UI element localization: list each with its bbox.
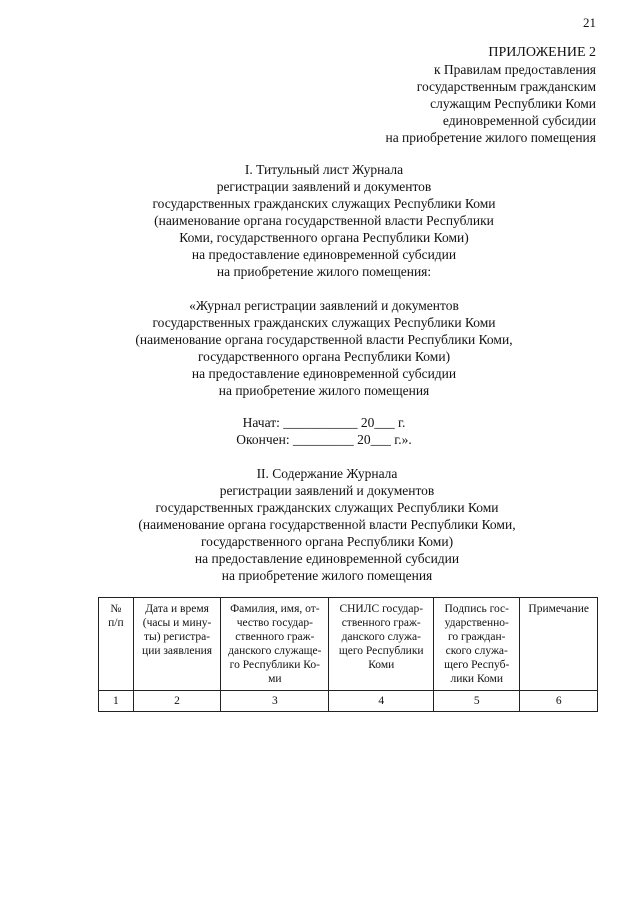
header-line: (часы и мину- bbox=[142, 617, 212, 629]
heading-line: регистрации заявлений и документов bbox=[219, 483, 435, 498]
header-line: данского служа- bbox=[341, 631, 421, 643]
header-snils bbox=[329, 598, 434, 691]
header-line: Подпись гос- bbox=[444, 603, 509, 615]
header-line: СНИЛС государ- bbox=[339, 603, 424, 615]
header-line: ты) регистра- bbox=[143, 631, 211, 643]
header-line: Коми bbox=[368, 659, 395, 671]
header-line: № bbox=[110, 603, 122, 615]
column-number-cell: 6 bbox=[520, 691, 598, 712]
header-line: лики Коми bbox=[450, 673, 504, 685]
quote-line: на предоставление единовременной субсидии bbox=[191, 366, 457, 381]
header-line: го граждан- bbox=[447, 631, 506, 643]
heading-line: на приобретение жилого помещения: bbox=[216, 264, 432, 279]
quote-line: государственного органа Республики Коми) bbox=[197, 349, 451, 364]
table-row bbox=[99, 691, 598, 712]
header-line: Фамилия, имя, от- bbox=[230, 603, 320, 615]
appendix-line: единовременной субсидии bbox=[442, 113, 596, 128]
header-line: щего Респуб- bbox=[444, 659, 510, 671]
header-line: Примечание bbox=[528, 603, 589, 615]
appendix-line: государственным гражданским bbox=[416, 79, 596, 94]
heading-line: на предоставление единовременной субсидии bbox=[191, 247, 457, 262]
header-line: ственного граж- bbox=[341, 617, 421, 629]
header-line: ции заявления bbox=[142, 645, 213, 657]
header-line: чество государ- bbox=[236, 617, 313, 629]
journal-dates bbox=[14, 414, 634, 448]
appendix-line: служащим Республики Коми bbox=[430, 96, 596, 111]
header-line: ственного граж- bbox=[235, 631, 315, 643]
column-number-cell: 5 bbox=[434, 691, 520, 712]
header-note bbox=[520, 598, 598, 691]
column-number-cell: 3 bbox=[221, 691, 329, 712]
heading-line: регистрации заявлений и документов bbox=[216, 179, 432, 194]
header-line: ми bbox=[268, 673, 282, 685]
header-line: данского служаще- bbox=[228, 645, 322, 657]
quote-line: на приобретение жилого помещения bbox=[218, 383, 430, 398]
heading-line: I. Титульный лист Журнала bbox=[244, 162, 404, 177]
heading-line: на предоставление единовременной субсидии bbox=[194, 551, 460, 566]
table-header-row bbox=[99, 598, 598, 691]
header-line: ского служа- bbox=[445, 645, 508, 657]
quote-line: «Журнал регистрации заявлений и документов bbox=[189, 298, 459, 313]
header-datetime bbox=[133, 598, 220, 691]
header-line: Дата и время bbox=[145, 603, 209, 615]
heading-line: II. Содержание Журнала bbox=[256, 466, 398, 481]
journal-title-quote bbox=[8, 297, 640, 399]
appendix-header bbox=[385, 44, 596, 146]
quote-line: (наименование органа государственной власти Республики Коми, bbox=[135, 332, 513, 347]
date-finished: Окончен: _________ 20___ г.». bbox=[236, 432, 412, 447]
header-signature bbox=[434, 598, 520, 691]
quote-line: государственных гражданских служащих Республики Коми bbox=[152, 315, 496, 330]
heading-line: государственного органа Республики Коми) bbox=[200, 534, 454, 549]
heading-line: государственных гражданских служащих Республики Коми bbox=[155, 500, 499, 515]
header-line: го Республики Ко- bbox=[229, 659, 320, 671]
header-line: п/п bbox=[108, 617, 124, 629]
heading-line: государственных гражданских служащих Республики Коми bbox=[152, 196, 496, 211]
heading-line: (наименование органа государственной власти Республики Коми, bbox=[138, 517, 516, 532]
heading-line: Коми, государственного органа Республики Коми) bbox=[179, 230, 469, 245]
contents-heading bbox=[12, 465, 640, 584]
page-number: 21 bbox=[583, 15, 596, 30]
header-line: щего Республики bbox=[338, 645, 424, 657]
header-line: ударственно- bbox=[444, 617, 509, 629]
column-number-cell: 1 bbox=[99, 691, 134, 712]
date-started: Начат: ___________ 20___ г. bbox=[242, 415, 406, 430]
title-sheet-heading bbox=[14, 161, 634, 280]
heading-line: на приобретение жилого помещения bbox=[221, 568, 433, 583]
appendix-title: ПРИЛОЖЕНИЕ 2 bbox=[488, 45, 596, 60]
header-number bbox=[99, 598, 134, 691]
appendix-line: к Правилам предоставления bbox=[433, 62, 596, 77]
column-number-cell: 2 bbox=[133, 691, 220, 712]
appendix-line: на приобретение жилого помещения bbox=[385, 130, 596, 145]
heading-line: (наименование органа государственной власти Республики bbox=[154, 213, 494, 228]
header-fullname bbox=[221, 598, 329, 691]
journal-table bbox=[98, 597, 598, 712]
column-number-cell: 4 bbox=[329, 691, 434, 712]
